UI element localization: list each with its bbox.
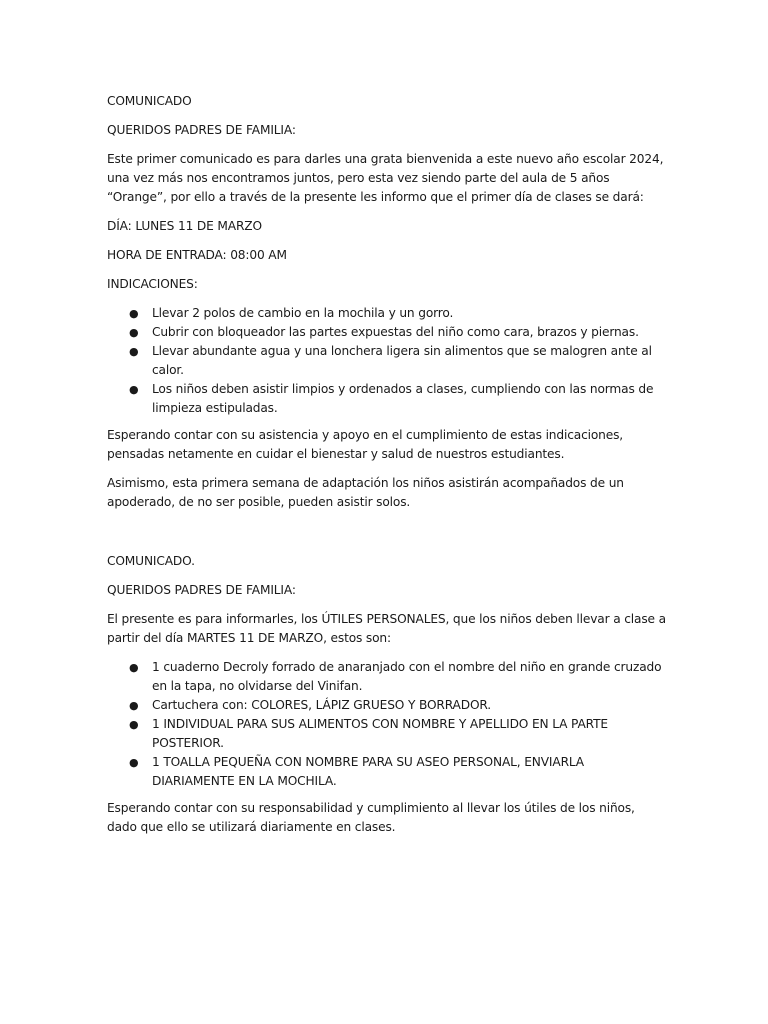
section-title: COMUNICADO <box>107 94 192 108</box>
closing-paragraph: Esperando contar con su responsabilidad y cumplimiento al llevar los útiles de los niños, dado que ello se utilizará diariamente en clases. <box>107 801 635 834</box>
comunicado-1 <box>107 92 667 512</box>
instructions-heading: INDICACIONES: <box>107 277 198 291</box>
list-item <box>107 323 667 342</box>
list-item-text: Cubrir con bloqueador las partes expuestas del niño como cara, brazos y piernas. <box>152 325 639 339</box>
section-title: COMUNICADO. <box>107 554 195 568</box>
entry-time: HORA DE ENTRADA: 08:00 AM <box>107 248 287 262</box>
list-item-text: Los niños deben asistir limpios y ordenados a clases, cumpliendo con las normas de limpieza estipuladas. <box>152 382 654 415</box>
instructions-list <box>107 304 667 418</box>
adaptation-note: Asimismo, esta primera semana de adaptación los niños asistirán acompañados de un apoderado, de no ser posible, pueden asistir solos. <box>107 476 624 509</box>
bullet-icon: ● <box>129 756 139 769</box>
list-item-text: 1 TOALLA PEQUEÑA CON NOMBRE PARA SU ASEO PERSONAL, ENVIARLA DIARIAMENTE EN LA MOCHILA. <box>152 755 584 788</box>
list-item <box>107 658 667 696</box>
list-item <box>107 304 667 323</box>
list-item-text: Llevar 2 polos de cambio en la mochila y un gorro. <box>152 306 454 320</box>
bullet-icon: ● <box>129 699 139 712</box>
bullet-icon: ● <box>129 307 139 320</box>
bullet-icon: ● <box>129 326 139 339</box>
first-day-date: DÍA: LUNES 11 DE MARZO <box>107 219 262 233</box>
list-item-text: Cartuchera con: COLORES, LÁPIZ GRUESO Y BORRADOR. <box>152 698 492 712</box>
closing-paragraph: Esperando contar con su asistencia y apoyo en el cumplimiento de estas indicaciones, pensadas netamente en cuidar el bienestar y salud de nuestros estudiantes. <box>107 428 624 461</box>
list-item <box>107 342 667 380</box>
list-item <box>107 715 667 753</box>
list-item-text: 1 INDIVIDUAL PARA SUS ALIMENTOS CON NOMBRE Y APELLIDO EN LA PARTE POSTERIOR. <box>152 717 608 750</box>
bullet-icon: ● <box>129 345 139 358</box>
list-item <box>107 696 667 715</box>
list-item-text: 1 cuaderno Decroly forrado de anaranjado con el nombre del niño en grande cruzado en la tapa, no olvidarse del Vinifan. <box>152 660 662 693</box>
bullet-icon: ● <box>129 383 139 396</box>
document-page <box>107 92 667 847</box>
list-item-text: Llevar abundante agua y una lonchera ligera sin alimentos que se malogren ante al calor. <box>152 344 652 377</box>
section-spacer <box>107 522 667 552</box>
list-item <box>107 753 667 791</box>
greeting: QUERIDOS PADRES DE FAMILIA: <box>107 583 296 597</box>
bullet-icon: ● <box>129 718 139 731</box>
comunicado-2 <box>107 552 667 837</box>
bullet-icon: ● <box>129 661 139 674</box>
greeting: QUERIDOS PADRES DE FAMILIA: <box>107 123 296 137</box>
list-item <box>107 380 667 418</box>
supplies-list <box>107 658 667 791</box>
intro-paragraph: Este primer comunicado es para darles una grata bienvenida a este nuevo año escolar 2024, una vez más nos encontramos juntos, pero esta vez siendo parte del aula de 5 años “Orange”, por ello a través de la presente les informo que el primer día de clases se dará: <box>107 152 664 204</box>
intro-paragraph: El presente es para informarles, los ÚTILES PERSONALES, que los niños deben llevar a clase a partir del día MARTES 11 DE MARZO, estos son: <box>107 612 666 645</box>
